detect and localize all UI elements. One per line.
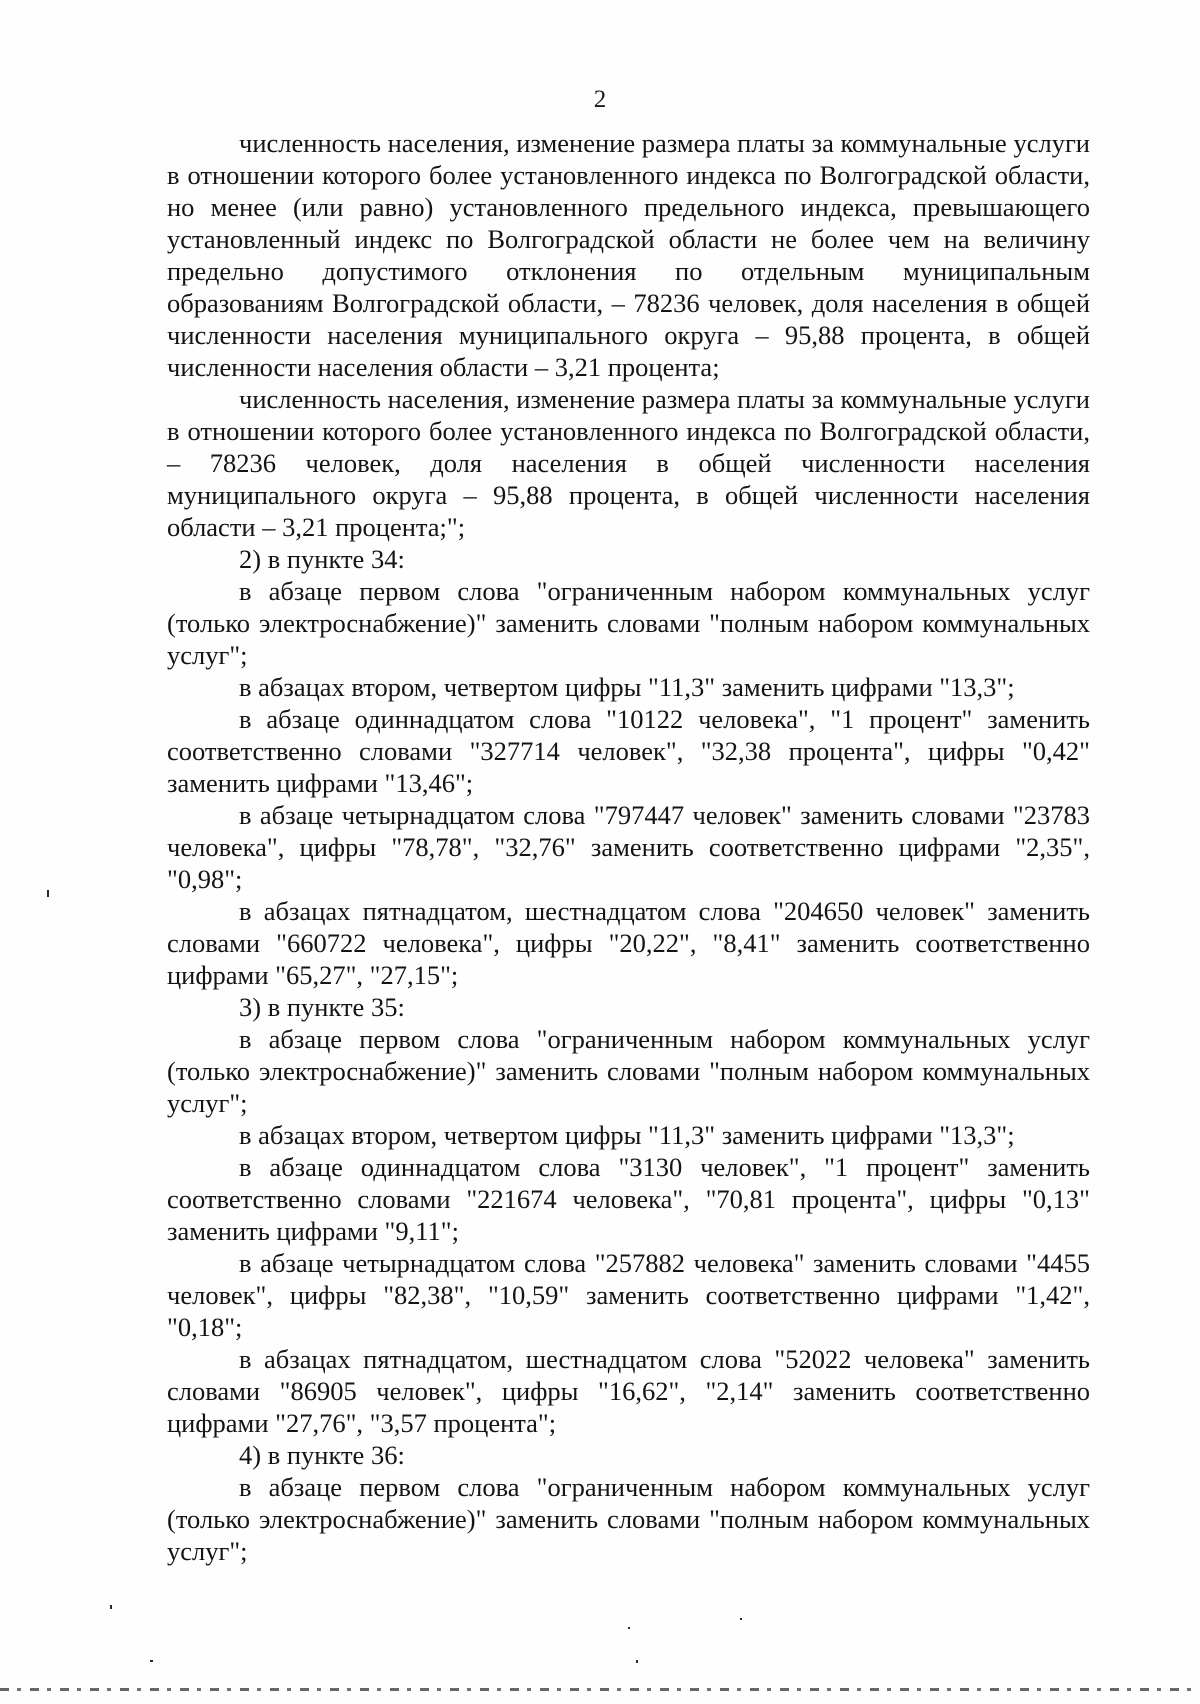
paragraph: в абзаце первом слова "ограниченным набором коммунальных услуг (только электроснабжение)" заменить словами "полным набором коммунальных услуг";: [167, 576, 1090, 670]
paragraph: в абзаце одиннадцатом слова "10122 человека", "1 процент" заменить соответственно словами "327714 человек", "32,38 процента", цифры "0,42" заменить цифрами "13,46";: [167, 704, 1090, 798]
paragraph: в абзаце первом слова "ограниченным набором коммунальных услуг (только электроснабжение)" заменить словами "полным набором коммунальных услуг";: [167, 1024, 1090, 1118]
scan-speck: [740, 1618, 742, 1620]
paragraph: в абзацах втором, четвертом цифры "11,3" заменить цифрами "13,3";: [239, 1120, 1015, 1150]
paragraph: численность населения, изменение размера платы за коммунальные услуги в отношении которого более установленного индекса по Волгоградской области, – 78236 человек, доля населения в общей численности населения муниципального округа – 95,88 процента, в общей численности населения области – 3,21 процента;";: [167, 384, 1090, 542]
paragraph: 3) в пункте 35:: [239, 992, 405, 1022]
scan-speck: [150, 1660, 153, 1662]
paragraph: численность населения, изменение размера платы за коммунальные услуги в отношении которого более установленного индекса по Волгоградской области, но менее (или равно) установленного предельного индекса, превышающего установленный индекс по Волгоградской области не более чем на величину предельно допустимого отклонения по отдельным муниципальным образованиям Волгоградской области, – 78236 человек, доля населения в общей численности населения муниципального округа – 95,88 процента, в общей численности населения области – 3,21 процента;: [167, 128, 1090, 382]
paragraph: в абзаце четырнадцатом слова "797447 человек" заменить словами "23783 человека", цифры "78,78", "32,76" заменить соответственно цифрами "2,35", "0,98";: [167, 800, 1090, 894]
paragraph: в абзацах пятнадцатом, шестнадцатом слова "52022 человека" заменить словами "86905 человек", цифры "16,62", "2,14" заменить соответственно цифрами "27,76", "3,57 процента";: [167, 1344, 1090, 1438]
scan-speck: [636, 1660, 638, 1663]
scan-speck: [110, 1605, 112, 1609]
paragraph: в абзацах пятнадцатом, шестнадцатом слова "204650 человек" заменить словами "660722 человека", цифры "20,22", "8,41" заменить соответственно цифрами "65,27", "27,15";: [167, 896, 1090, 990]
paragraph: в абзацах втором, четвертом цифры "11,3" заменить цифрами "13,3";: [239, 672, 1015, 702]
paragraph: в абзаце четырнадцатом слова "257882 человека" заменить словами "4455 человек", цифры "82,38", "10,59" заменить соответственно цифрами "1,42", "0,18";: [167, 1248, 1090, 1342]
paragraph: 4) в пункте 36:: [239, 1440, 405, 1470]
page-number: 2: [593, 86, 607, 113]
scan-speck: [628, 1627, 630, 1629]
paragraph: в абзаце первом слова "ограниченным набором коммунальных услуг (только электроснабжение)" заменить словами "полным набором коммунальных услуг";: [167, 1472, 1090, 1566]
scan-edge-noise: [0, 1688, 1200, 1691]
paragraph: 2) в пункте 34:: [239, 544, 405, 574]
scan-speck: [47, 890, 49, 897]
document-body: [167, 127, 1090, 1567]
paragraph: в абзаце одиннадцатом слова "3130 человек", "1 процент" заменить соответственно словами "221674 человека", "70,81 процента", цифры "0,13" заменить цифрами "9,11";: [167, 1152, 1090, 1246]
